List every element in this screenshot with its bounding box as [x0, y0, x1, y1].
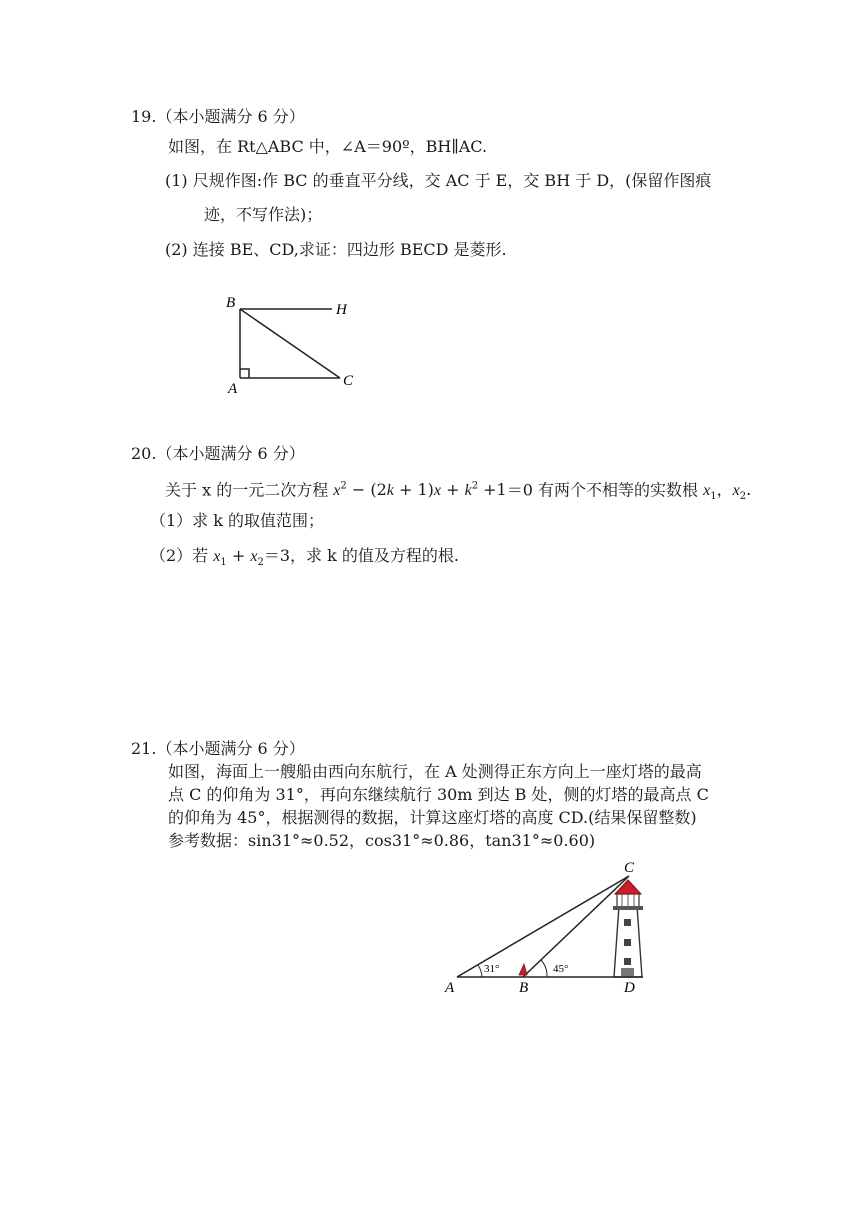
sum-of-roots: $x_1 + x_2$: [213, 546, 264, 569]
roots-x1-x2: $x_1$，$x_2$.: [703, 480, 752, 503]
q21-line2: 点 C 的仰角为 31°，再向东继续航行 30m 到达 B 处，侧的灯塔的最高点 C: [168, 785, 709, 804]
label-h: H: [336, 302, 347, 318]
q20-intro-a: 关于 x 的一元二次方程: [165, 480, 329, 500]
q21-header: 21.（本小题满分 6 分）: [131, 739, 305, 758]
q20-header: 20.（本小题满分 6 分）: [131, 444, 305, 463]
q19-header: 19.（本小题满分 6 分）: [131, 107, 305, 126]
label-c: C: [624, 860, 635, 876]
q21-line3: 的仰角为 45°，根据测得的数据，计算这座灯塔的高度 CD.(结果保留整数): [168, 808, 697, 827]
q20-part2-a: （2）若: [150, 546, 209, 565]
q19-part2: (2) 连接 BE、CD,求证：四边形 BECD 是菱形.: [165, 240, 507, 259]
label-c: C: [343, 373, 354, 389]
angle-label-45: 45°: [553, 963, 569, 975]
q19-part1-line1: (1) 尺规作图:作 BC 的垂直平分线，交 AC 于 E，交 BH 于 D，(保留作图痕: [165, 171, 712, 190]
quadratic-equation: $x^2 - (2k + 1)x + k^2 +1$: [333, 480, 507, 500]
label-a: A: [228, 381, 238, 397]
equals-zero: ＝0: [506, 480, 533, 500]
q19-part1-line2: 迹，不写作法)；: [204, 205, 323, 224]
label-d: D: [624, 980, 635, 996]
label-a: A: [445, 980, 455, 996]
q20-part2-b: ＝3，求 k 的值及方程的根.: [263, 546, 459, 565]
sight-line-bc: [523, 876, 629, 977]
ship-icon: [519, 964, 527, 975]
label-b: B: [226, 295, 236, 311]
q21-line1: 如图，海面上一艘船由西向东航行，在 A 处测得正东方向上一座灯塔的最高: [168, 762, 702, 781]
q20-intro-b: 有两个不相等的实数根: [538, 480, 699, 500]
angle-label-31: 31°: [484, 963, 500, 975]
angle-arc-31: [478, 965, 482, 977]
q21-line4: 参考数据：sin31°≈0.52，cos31°≈0.86，tan31°≈0.60): [168, 831, 596, 850]
q19-intro: 如图，在 Rt△ABC 中，∠A＝90º，BH∥AC.: [168, 137, 488, 156]
lighthouse-icon: [613, 880, 643, 977]
label-b: B: [519, 980, 529, 996]
q20-part1: （1）求 k 的取值范围；: [150, 511, 325, 530]
angle-arc-45: [541, 960, 547, 977]
